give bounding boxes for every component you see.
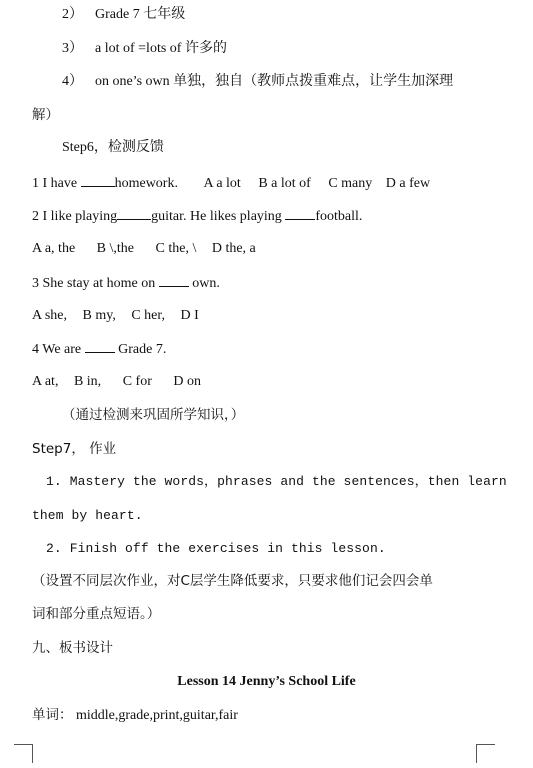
option-d: D I bbox=[180, 308, 199, 323]
item-number: 3） bbox=[62, 41, 83, 56]
item-number: 4） bbox=[62, 74, 83, 89]
option-c: C many bbox=[328, 176, 373, 191]
question-text: 3 She stay at home on bbox=[32, 276, 156, 291]
question-text: guitar. He likes playing bbox=[151, 209, 282, 224]
item-number: 2） bbox=[62, 7, 83, 22]
step6-heading: Step6，检测反馈 bbox=[62, 140, 164, 155]
question-4 bbox=[32, 340, 166, 359]
option-c: C for bbox=[122, 374, 152, 389]
option-a: A a, the bbox=[32, 241, 76, 256]
homework-item-1: 1. Mastery the words，phrases and the sentences，then learn bbox=[46, 474, 507, 489]
note-consolidation: （通过检测来巩固所学知识，） bbox=[62, 407, 245, 423]
question-2-options bbox=[32, 240, 256, 258]
answer-blank bbox=[285, 207, 315, 220]
option-a: A at, bbox=[32, 374, 59, 389]
item-text: a lot of =lots of 许多的 bbox=[95, 41, 227, 56]
option-d: D on bbox=[173, 374, 201, 389]
question-text: 2 I like playing bbox=[32, 209, 118, 224]
page-corner-mark-left bbox=[14, 744, 33, 763]
answer-blank bbox=[117, 207, 151, 220]
vocabulary-line bbox=[32, 706, 238, 725]
option-c: C her, bbox=[131, 308, 165, 323]
item-4-continuation: 解） bbox=[32, 107, 59, 123]
step7-heading: Step7， 作业 bbox=[32, 441, 117, 457]
item-text: Grade 7 七年级 bbox=[95, 7, 186, 22]
homework-item-1-continuation: them by heart. bbox=[32, 508, 143, 523]
option-a: A she, bbox=[32, 308, 67, 323]
item-3 bbox=[62, 40, 227, 58]
question-3 bbox=[32, 274, 220, 293]
answer-blank bbox=[81, 174, 115, 187]
question-text: homework. bbox=[114, 176, 178, 191]
homework-item-2: 2. Finish off the exercises in this lesson. bbox=[46, 541, 386, 556]
question-3-options bbox=[32, 307, 199, 325]
option-c: C the, \ bbox=[155, 241, 197, 256]
question-text: football. bbox=[315, 209, 363, 224]
question-text: Grade 7. bbox=[118, 342, 167, 357]
option-b: B \,the bbox=[96, 241, 134, 256]
question-1 bbox=[32, 174, 430, 193]
board-design-title: Lesson 14 Jenny’s School Life bbox=[177, 674, 356, 689]
vocabulary-words: middle,grade,print,guitar,fair bbox=[76, 708, 238, 723]
answer-blank bbox=[85, 340, 115, 353]
question-4-options bbox=[32, 373, 201, 391]
item-2 bbox=[62, 6, 185, 24]
answer-blank bbox=[159, 274, 189, 287]
option-a: A a lot bbox=[203, 176, 241, 191]
section-9-heading: 九、板书设计 bbox=[32, 640, 113, 656]
question-text: 4 We are bbox=[32, 342, 82, 357]
item-4 bbox=[62, 73, 453, 91]
question-2 bbox=[32, 207, 362, 226]
note-tiered-homework-continuation: 词和部分重点短语。） bbox=[32, 606, 161, 622]
option-b: B in, bbox=[73, 374, 102, 389]
question-text: 1 I have bbox=[32, 176, 78, 191]
page-corner-mark-right bbox=[476, 744, 495, 763]
note-tiered-homework: （设置不同层次作业，对C层学生降低要求，只要求他们记会四会单 bbox=[32, 573, 433, 589]
question-text: own. bbox=[192, 276, 220, 291]
option-b: B my, bbox=[82, 308, 116, 323]
option-b: B a lot of bbox=[258, 176, 311, 191]
option-d: D a few bbox=[385, 176, 431, 191]
vocabulary-label: 单词： bbox=[32, 707, 73, 723]
item-text: on one’s own 单独，独自（教师点拨重难点，让学生加深理 bbox=[95, 74, 454, 89]
option-d: D the, a bbox=[211, 241, 256, 256]
